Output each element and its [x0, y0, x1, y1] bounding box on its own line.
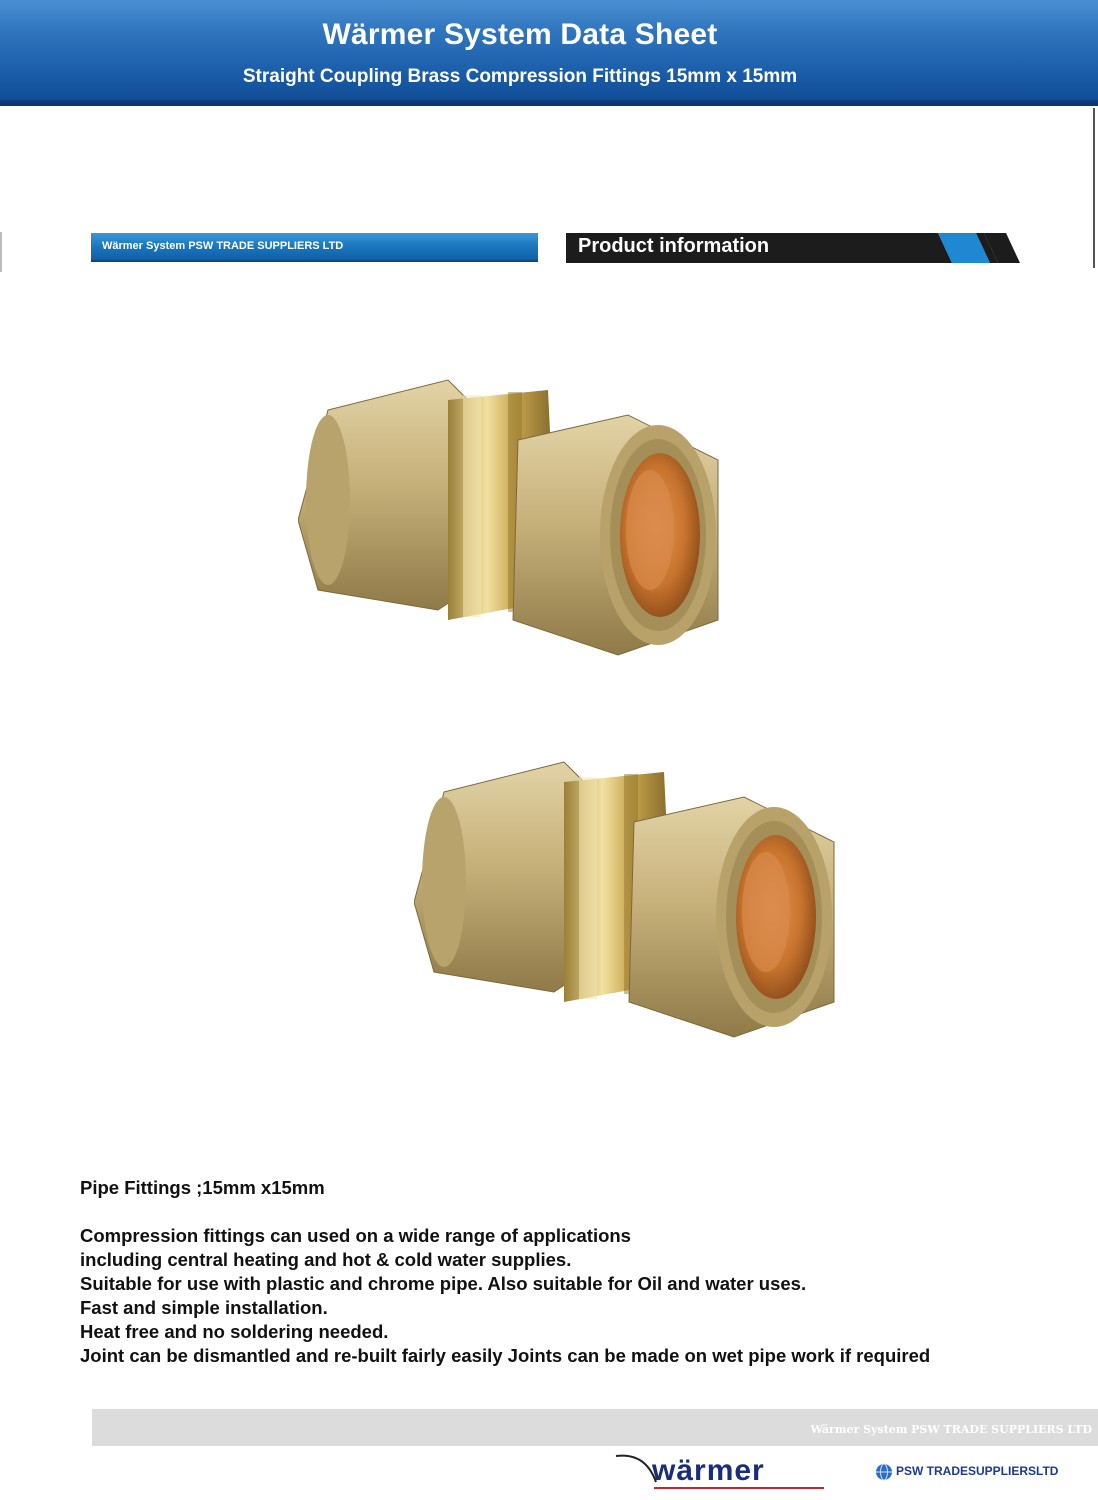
- page-subtitle: Straight Coupling Brass Compression Fittings 15mm x 15mm: [242, 66, 798, 87]
- description-line: Joint can be dismantled and re-built fairly easily Joints can be made on wet pipe work if required: [80, 1345, 931, 1366]
- brass-coupling-image-1: [298, 370, 738, 675]
- description-line: Heat free and no soldering needed.: [80, 1321, 389, 1342]
- product-description: [80, 1176, 1080, 1368]
- page-title: Wärmer System Data Sheet: [322, 18, 718, 51]
- brass-coupling-image-2: [414, 752, 854, 1057]
- header-banner: [0, 0, 1098, 106]
- description-line: Suitable for use with plastic and chrome pipe. Also suitable for Oil and water uses.: [80, 1273, 807, 1294]
- warmer-logo: [614, 1452, 844, 1492]
- product-banner-label: Product information: [578, 235, 770, 257]
- description-line: Compression fittings can used on a wide range of applications: [80, 1225, 631, 1246]
- warmer-logo-text: wärmer: [652, 1454, 765, 1487]
- description-line: Fast and simple installation.: [80, 1297, 328, 1318]
- footer-bar-text: Wärmer System PSW TRADE SUPPLIERS LTD: [810, 1423, 1092, 1436]
- description-title: Pipe Fittings ;15mm x15mm: [80, 1177, 325, 1198]
- product-information-banner: [566, 233, 1020, 263]
- description-line: including central heating and hot & cold water supplies.: [80, 1249, 572, 1270]
- left-edge-line: [0, 232, 2, 272]
- globe-icon: [874, 1462, 894, 1482]
- footer-bar: [92, 1409, 1098, 1446]
- supplier-banner: Wärmer System PSW TRADE SUPPLIERS LTD: [91, 233, 538, 262]
- header-divider: [0, 100, 1098, 106]
- right-edge-line: [1093, 108, 1095, 268]
- psw-logo: [874, 1460, 1074, 1484]
- psw-logo-text: PSW TRADESUPPLIERSLTD: [896, 1464, 1059, 1478]
